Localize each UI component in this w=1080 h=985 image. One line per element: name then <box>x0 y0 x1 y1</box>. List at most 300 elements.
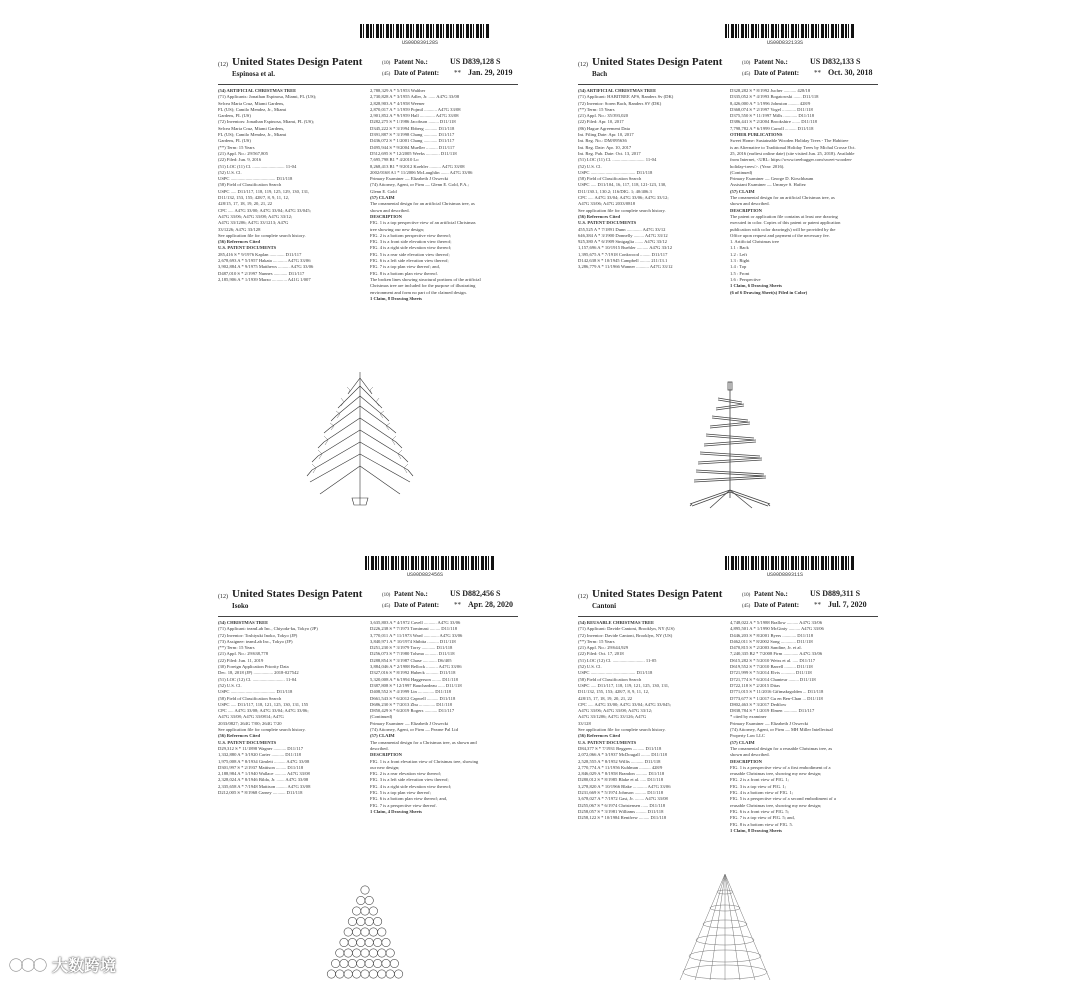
text-line: FIG. 6 is a bottom plan view thereof; and, <box>370 796 448 802</box>
text-line: D327,016 S * 8/1992 Hubeck ........... D11/118 <box>370 670 456 676</box>
barcode <box>360 24 490 38</box>
text-line: See application file for complete search history. <box>218 727 306 733</box>
ornament-ball <box>365 896 373 904</box>
text-line: (54) ARTIFICIAL CHRISTMAS TREE <box>578 88 657 93</box>
barcode-number: US00D839128S <box>402 40 439 46</box>
text-line: reusable Christmas tree, showing my new design; <box>730 802 822 808</box>
ornament-ball <box>369 907 377 915</box>
left-column <box>218 88 368 388</box>
date-star: ** <box>814 69 821 77</box>
label-12: (12) <box>218 62 228 68</box>
text-line: 3,278,820 A * 10/1966 Blake ............ A47G 33/06 <box>578 783 671 789</box>
text-line: FL (US); Camilo Mendez, Jr., Miami <box>218 132 287 138</box>
text-line: D258,057 S * 3/1981 Williams ......... D11/118 <box>578 808 664 814</box>
patent-heading: United States Design Patent <box>232 588 363 600</box>
ornament-ball <box>369 928 377 936</box>
text-line: (71) Applicant: teamLab Inc., Chiyoda-ku, Tokyo (JP) <box>218 626 318 632</box>
text-line: 5,320,008 A * 6/1994 Haggerson ........ D11/118 <box>370 676 458 682</box>
patent-number: US D832,133 S <box>810 57 861 66</box>
ornament-ball <box>373 959 381 967</box>
text-line: DESCRIPTION <box>730 207 762 213</box>
text-line: Primary Examiner — Elizabeth J Oswecki <box>370 176 449 182</box>
text-line: (51) LOC (12) Cl. ............................ 11-04 <box>218 676 297 682</box>
text-line: publication with color drawing(s) will be provided by the <box>730 226 836 232</box>
text-line: 3,770,011 A * 11/1973 Ward ............. A47G 33/06 <box>370 632 463 638</box>
text-line: FIG. 2 is a bottom perspective view thereof; <box>370 232 452 238</box>
date-star: ** <box>814 601 821 609</box>
header-rule <box>578 616 878 617</box>
text-line: (21) Appl. No.: 29/644,929 <box>578 645 629 651</box>
text-line: (74) Attorney, Agent, or Firm — Pearne Pal Ltd <box>370 727 458 733</box>
ornament-ball <box>373 938 381 946</box>
text-line: Assistant Examiner — Ummye S. Hafiez <box>730 182 806 188</box>
ornament-ball <box>382 959 390 967</box>
text-line: 2002/0168 A1 * 11/2006 McLaughlin ....... A47G 33/06 <box>370 169 473 175</box>
text-line: 1.6 : Perspective <box>730 276 761 282</box>
text-line: environment and form no part of the claimed design. <box>370 289 467 295</box>
ornament-ball <box>327 970 335 978</box>
text-line: (**) Term: 15 Years <box>218 144 255 150</box>
text-line: 3,902,884 A * 9/1975 Matthews .......... A47G 33/06 <box>218 264 314 270</box>
date-of-patent: Apr. 28, 2020 <box>468 600 514 609</box>
text-line: D212,005 S * 8/1968 Carney ........... D11/118 <box>218 790 303 796</box>
label-12: (12) <box>218 594 228 600</box>
text-line: A47G 33/06; A47G 2033/0818 <box>578 201 636 207</box>
ornament-ball <box>352 928 360 936</box>
text-line: (73) Assignee: teamLab Inc., Tokyo (JP) <box>218 638 293 644</box>
text-line: (**) Term: 15 Years <box>578 638 615 644</box>
patent-sheet-1 <box>210 20 530 520</box>
ornament-ball <box>348 959 356 967</box>
text-line: 2,185,906 A * 1/1939 Marzo ............. A41G 1/007 <box>218 276 311 282</box>
date-label: Date of Patent: <box>394 69 440 77</box>
text-line: D436,072 S * 1/2001 Chang ............ D11/117 <box>370 138 455 144</box>
text-line: FIG. 1 is a perspective view of a first embodiment of a <box>730 764 831 770</box>
text-line: tree showing our new design; <box>370 226 425 232</box>
text-line: FIG. 3 is a top view of FIG. 1; <box>730 783 786 789</box>
text-line: (**) Term: 15 Years <box>578 106 615 112</box>
text-line: (58) Field of Classification Search <box>218 695 282 701</box>
text-line: Dec. 18, 2018 (JP) ................. 2018-027542 <box>218 670 299 676</box>
text-line: FIG. 2 is a front view of FIG. 1; <box>730 777 789 783</box>
barcode <box>725 556 855 570</box>
text-line: 2,870,017 A * 1/1959 Pojmil ........... A47G 33/08 <box>370 106 461 112</box>
text-line: 2,770,774 A * 11/1956 Kuhlman .......... 428/9 <box>578 764 663 770</box>
text-line: (22) Filed: Oct. 17, 2018 <box>578 651 624 657</box>
text-line: USPC ....................................... D11/118 <box>218 689 293 695</box>
left-column <box>578 88 728 388</box>
ornament-ball <box>361 886 369 894</box>
text-line: 2,335,658 A * 7/1948 Mattison ......... A47G 33/08 <box>218 783 311 789</box>
date-label: Date of Patent: <box>394 601 440 609</box>
inventor-short: Cantoni <box>592 602 617 610</box>
label-10: (10) <box>382 593 391 598</box>
text-line: FIG. 6 is a left side elevation view thereof; <box>370 258 449 264</box>
text-line: 1,975,008 A * 8/1934 Gimlett .......... A47G 33/08 <box>218 758 310 764</box>
text-line: 1 Claim, 8 Drawing Sheets <box>730 827 782 833</box>
text-line: FIG. 7 is a perspective view thereof. <box>370 802 437 808</box>
ornament-ball <box>331 959 339 967</box>
text-line: Glenn E. Gold <box>370 188 397 194</box>
text-line: FIG. 4 is a bottom view of FIG. 1; <box>730 790 794 796</box>
text-line: Gardens, FL (US) <box>218 138 251 144</box>
text-line: holiday-trees/>. (Year: 2016). <box>730 163 785 169</box>
text-line: FIG. 5 is a perspective view of a second embodiment of a <box>730 796 836 802</box>
text-line: 2,788,329 A * 5/1953 Walther <box>370 88 426 93</box>
text-line: D288,854 S * 3/1987 Chase ............ D6/405 <box>370 657 452 663</box>
text-line: D721,774 S * 6/2014 Chanteur ......... D11/118 <box>730 676 816 682</box>
text-line: D462,011 S * 8/2002 Song ............. D11/118 <box>730 638 813 644</box>
date-of-patent: Jan. 29, 2019 <box>468 68 513 77</box>
text-line: (6 of 6 Drawing Sheet(s) Filed in Color) <box>730 289 808 295</box>
text-line: D231,669 S * 5/1974 Johnson .......... D11/118 <box>578 790 664 796</box>
ball-tree-drawing <box>320 882 410 982</box>
text-line: A47G 33/1206; A47G 33/1213; A47G <box>218 220 289 226</box>
text-line: Sweet Home: Sustainable Wooden Holiday Trees - The Habitree <box>730 138 849 144</box>
text-line: 1.5 : Front <box>730 270 750 276</box>
text-line: A47G 33/1206; A47G 33/126; A47G <box>578 714 647 720</box>
text-line: (22) Filed: Apr. 10, 2017 <box>578 119 624 125</box>
ornament-ball <box>348 938 356 946</box>
text-line: OTHER PUBLICATIONS <box>730 132 783 138</box>
text-line: 1.4 : Top <box>730 264 747 270</box>
right-column <box>370 620 520 882</box>
left-column <box>578 620 728 882</box>
text-line: (58) Field of Classification Search <box>218 182 282 188</box>
text-line: U.S. PATENT DOCUMENTS <box>578 220 637 226</box>
inventor-short: Isoko <box>232 602 249 610</box>
barcode-number: US00D889311S <box>767 572 804 578</box>
text-line: 1 Claim, 4 Drawing Sheets <box>370 808 422 814</box>
header-rule <box>218 616 518 617</box>
date-label: Date of Patent: <box>754 601 800 609</box>
ornament-ball <box>340 959 348 967</box>
text-line: 3,286,779 A * 11/1966 Wanner ........... A47G 33/12 <box>578 264 673 270</box>
text-line: (71) Applicants: Jonathan Espinosa, Miami, FL (US); <box>218 94 317 100</box>
label-10: (10) <box>742 61 751 66</box>
text-line: 2,901,852 A * 9/1959 Hall ............. A47G 33/08 <box>370 113 459 119</box>
text-line: 2,846,029 A * 8/1958 Brandon .......... D11/118 <box>578 771 665 777</box>
text-line: (56) References Cited <box>578 733 621 739</box>
header-rule <box>218 84 518 85</box>
label-12: (12) <box>578 62 588 68</box>
text-line: 3,635,803 A * 4/1972 Cavell ........... A47G 33/06 <box>370 620 461 625</box>
text-line: 2,328,024 A * 8/1946 Bilda, Jr. ....... A47G 33/08 <box>218 777 309 783</box>
patent-number: US D882,456 S <box>450 589 501 598</box>
text-line: 1.2 : Left <box>730 251 747 257</box>
text-line: The patent or application file contains at least one drawing <box>730 213 838 219</box>
text-line: Int. Filing Date: Apr. 10, 2017 <box>578 132 634 138</box>
barcode <box>365 556 495 570</box>
watermark-logo-icon <box>8 954 48 976</box>
text-line: (22) Filed: Jun. 11, 2019 <box>218 657 264 663</box>
text-line: described. <box>370 745 389 751</box>
ornament-ball <box>352 907 360 915</box>
text-line: Office upon request and payment of the necessary fee. <box>730 232 830 238</box>
text-line: Selcea Maria Cruz, Miami Gardens, <box>218 100 285 106</box>
ornament-ball <box>382 938 390 946</box>
text-line: See application file for complete search history. <box>578 727 666 733</box>
ornament-ball <box>378 928 386 936</box>
ornament-ball <box>378 949 386 957</box>
text-line: (56) References Cited <box>218 733 261 739</box>
ornament-ball <box>357 959 365 967</box>
text-line: D386,441 S * 2/2004 Brookshire ....... D11/118 <box>730 119 817 125</box>
text-line: (52) U.S. Cl. <box>218 682 242 688</box>
text-line: (74) Attorney, Agent, or Firm — MH Miller Intellectual <box>730 727 833 733</box>
text-line: D368,074 S * 2/1997 Vogel ............ D11/118 <box>730 106 813 112</box>
text-line: D255,067 S * 6/1974 Christensen ...... D11/118 <box>578 802 666 808</box>
text-line: D387,808 S * 12/1997 Bauchardeau ...... D11/118 <box>370 682 462 688</box>
text-line: (72) Inventors: Jonathan Espinosa, Miami, FL (US); <box>218 119 315 125</box>
text-line: A47G 33/08; A47G 33/0814; A47G <box>218 714 284 720</box>
patent-sheet-2 <box>570 20 890 520</box>
ornament-ball <box>369 970 377 978</box>
text-line: (72) Inventor: Davide Cantoni, Brooklyn, NY (US) <box>578 632 673 638</box>
ornament-ball <box>344 949 352 957</box>
text-line: USPC ..... D11/117, 118, 119, 125, 129, 130, 131, <box>218 188 310 194</box>
text-line: FIG. 2 is a rear elevation view thereof; <box>370 771 442 777</box>
text-line: from Internet, <URL: https://www.treehugger.com/sweet-wooden- <box>730 157 853 163</box>
text-line: A47G 33/06; A47G 33/08; A47G 33/12; <box>218 213 293 219</box>
text-line: D84,377 S * 7/1931 Beggren .......... D11/118 <box>578 745 662 751</box>
text-line: FIG. 4 is a right side elevation view thereof; <box>370 245 452 251</box>
text-line: D301,997 S * 2/1937 Mattison ......... D11/118 <box>218 764 304 770</box>
text-line: shown and described. <box>370 207 410 213</box>
text-line: 2,528,555 A * 8/1952 Willis ........... D11/118 <box>578 758 661 764</box>
text-line: USPC ....................................... D11/118 <box>578 670 653 676</box>
text-line: 285,416 S * 9/1976 Kaplan ............. D11/117 <box>218 251 302 257</box>
text-line: 428/15, 17, 18, 19, 20, 21, 22 <box>578 695 633 701</box>
text-line: (52) U.S. Cl. <box>578 664 602 670</box>
label-45: (45) <box>382 72 391 77</box>
ornament-ball <box>369 949 377 957</box>
ornament-ball <box>365 938 373 946</box>
fir-tree-drawing <box>300 370 420 510</box>
text-line: (54) REUSABLE CHRISTMAS TREE <box>578 620 655 625</box>
ornament-ball <box>357 917 365 925</box>
text-line: D721,999 S * 5/2014 Elvis ............ D11/118 <box>730 670 812 676</box>
text-line: (52) U.S. Cl. <box>578 163 602 169</box>
text-line: The ornamental design for an artificial Christmas tree, as <box>730 195 835 201</box>
text-line: (72) Inventor: Soren Bach, Randers SV (DK) <box>578 100 662 106</box>
text-line: (21) Appl. No.: 35/393,020 <box>578 113 629 119</box>
text-line: See application file for complete search history. <box>218 232 306 238</box>
text-line: executed in color. Copies of this patent or patent application <box>730 220 841 226</box>
text-line: D470,815 S * 2/2003 Sandine, Jr. et al. <box>730 645 802 651</box>
text-line: (57) CLAIM <box>370 733 395 739</box>
text-line: USPC ..... D11/104, 16, 117, 118, 121-123, 130, <box>578 182 667 188</box>
text-line: 2,188,984 A * 1/1940 Wallace .......... A47G 33/08 <box>218 771 310 777</box>
text-line: D391,887 S * 3/1998 Chang ............ D11/117 <box>370 132 455 138</box>
text-line: 25, 2016 (earliest online date) (site visited Jun. 25, 2018). Available <box>730 150 855 156</box>
text-line: U.S. PATENT DOCUMENTS <box>218 245 277 251</box>
text-line: our new design; <box>370 764 400 770</box>
date-star: ** <box>454 69 461 77</box>
text-line: D258,122 S * 10/1984 Rentfrew ......... D11/118 <box>578 815 667 821</box>
text-line: 1 Claim, 6 Drawing Sheets <box>730 283 782 289</box>
text-line: D29,312 S * 11/1898 Wagner ........... D11/117 <box>218 745 304 751</box>
text-line: 646,384 A * 3/1900 Donnelly ......... A47G 33/12 <box>578 232 668 238</box>
date-of-patent: Oct. 30, 2018 <box>828 68 873 77</box>
date-label: Date of Patent: <box>754 69 800 77</box>
text-line: 4,895,501 A * 1/1990 McGinty .......... A47G 33/06 <box>730 626 824 632</box>
text-line: U.S. PATENT DOCUMENTS <box>578 739 637 745</box>
text-line: 455,525 A * 7/1891 Dunn ............. A47G 33/12 <box>578 226 666 232</box>
ornament-ball <box>344 970 352 978</box>
text-line: Int. Reg. Pub. Date: Oct. 13, 2017 <box>578 150 641 156</box>
patent-no-label: Patent No.: <box>754 58 788 66</box>
text-line: FIG. 5 is a top plan view thereof; <box>370 790 431 796</box>
ornament-ball <box>365 959 373 967</box>
text-line: D838,784 S * 1/2019 Elmen ............ D11/117 <box>730 708 815 714</box>
ornament-ball <box>361 928 369 936</box>
text-line: shown and described. <box>730 752 770 758</box>
text-line: (57) CLAIM <box>730 188 755 194</box>
patent-sheet-3 <box>210 552 530 982</box>
ornament-ball <box>386 970 394 978</box>
text-line: (56) References Cited <box>218 239 261 245</box>
text-line: D226,238 S * 7/1973 Tomimasi ......... D11/118 <box>370 626 458 632</box>
text-line: 1,157,696 A * 10/1915 Buehler .......... A47G 33/12 <box>578 245 673 251</box>
text-line: 2033/0827; 264G 7/00; 264G 7/20 <box>218 720 282 726</box>
text-line: (51) LOC (11) Cl. ............................ 11-04 <box>578 157 657 163</box>
text-line: FIG. 7 is a top plan view thereof; and, <box>370 264 440 270</box>
text-line: D802,463 S * 3/2017 Dedilow <box>730 701 787 707</box>
text-line: 1. Artificial Christmas tree <box>730 239 779 245</box>
text-line: The ornamental design for a reusable Christmas tree, as <box>730 745 833 751</box>
text-line: (71) Applicant: Davide Cantoni, Brooklyn, NY (US) <box>578 626 675 632</box>
label-10: (10) <box>382 61 391 66</box>
patent-number: US D889,311 S <box>810 589 861 598</box>
text-line: 7,798,782 A * 6/1999 Carroll .......... D11/118 <box>730 125 814 131</box>
text-line: D619,552 S * 7/2010 Barrell .......... D11/118 <box>730 664 813 670</box>
text-line: 8,268,413 B1 * 9/2012 Koehler .......... A47G 33/08 <box>370 163 465 169</box>
text-line: 2,828,903 A * 4/1958 Weener <box>370 100 425 106</box>
text-line: (52) U.S. Cl. <box>218 169 242 175</box>
text-line: D615,282 S * 5/2010 Weiss et al. ..... D11/117 <box>730 657 816 663</box>
text-line: * cited by examiner <box>730 714 767 720</box>
text-line: 3,678,027 A * 7/1972 Gast, Jr. ........ A47G 33/08 <box>578 796 668 802</box>
text-line: D512,695 S * 12/2005 Weeks ............ D11/118 <box>370 150 457 156</box>
text-line: DESCRIPTION <box>370 752 402 758</box>
text-line: D335,052 S * 4/1993 Bogatowski ....... D11/118 <box>730 94 819 100</box>
inventor-short: Bach <box>592 70 608 78</box>
text-line: 3,884,046 A * 2/1988 Bellock .......... A47G 33/06 <box>370 664 462 670</box>
text-line: D256,073 S * 7/1980 Tolsma ........... D11/118 <box>370 651 455 657</box>
text-line: FIG. 3 is a left side elevation view thereof; <box>370 777 449 783</box>
text-line: (21) Appl. No.: 29/638,778 <box>218 651 269 657</box>
text-line: D345,222 S * 3/1994 Ebberg ........... D11/118 <box>370 125 455 131</box>
text-line: The broken lines showing structural portions of the artificial <box>370 276 481 282</box>
ornament-ball <box>361 970 369 978</box>
text-line: (58) Field of Classification Search <box>578 176 642 182</box>
text-line: Int. Reg. Date: Apr. 10, 2017 <box>578 144 632 150</box>
text-line: FIG. 6 is a front view of FIG. 5; <box>730 808 789 814</box>
ornament-ball <box>373 917 381 925</box>
text-line: (22) Filed: Jun. 9, 2016 <box>218 157 262 163</box>
ornament-ball <box>348 917 356 925</box>
text-line: D142,638 S * 10/1945 Campbell ......... 211/13.1 <box>578 258 668 264</box>
text-line: 925,380 A * 6/1909 Sinigaglia ....... A47G 33/12 <box>578 239 667 245</box>
left-column <box>218 620 368 882</box>
ornament-ball <box>352 970 360 978</box>
patent-heading: United States Design Patent <box>592 588 723 600</box>
text-line: D773,677 S * 1/2017 Gu en Ben-Chan ... D11/118 <box>730 695 823 701</box>
text-line: CPC ..... A47G 33/08; A47G 33/04; A47G 33/06; <box>218 708 309 714</box>
label-10: (10) <box>742 593 751 598</box>
text-line: (54) CHRISTMAS TREE <box>218 620 269 625</box>
text-line: (58) Field of Classification Search <box>578 676 642 682</box>
ornament-ball <box>344 928 352 936</box>
text-line: (71) Applicant: HABITREE APS, Randers Sv (DK) <box>578 94 674 100</box>
text-line: (74) Attorney, Agent, or Firm — Glenn E. Gold, P.A.; <box>370 182 469 188</box>
wooden-tree-drawing <box>680 380 780 510</box>
text-line: D282,275 S * 1/1986 Jacobson ......... D11/118 <box>370 119 456 125</box>
text-line: (57) CLAIM <box>370 195 395 201</box>
header-rule <box>578 84 878 85</box>
text-line: The ornamental design for a Christmas tree, as shown and <box>370 739 477 745</box>
ornament-ball <box>352 949 360 957</box>
text-line: 1.3 : Right <box>730 258 750 264</box>
text-line: D661,543 S * 6/2012 Capwell .......... D11/118 <box>370 695 456 701</box>
text-line: (21) Appl. No.: 29/567,805 <box>218 150 269 156</box>
text-line: USPC ....................................... D11/118 <box>578 169 653 175</box>
ornament-ball <box>357 938 365 946</box>
text-line: 1,395,675 A * 7/1918 Conkwood ......... D11/117 <box>578 251 668 257</box>
text-line: (**) Term: 15 Years <box>218 645 255 651</box>
text-line: D328,282 S * 8/1992 Jucher ........... 428/18 <box>730 88 811 93</box>
text-line: D722,118 S * 2/2015 Ditas <box>730 682 780 688</box>
text-line: (57) CLAIM <box>730 739 755 745</box>
ornament-ball <box>340 938 348 946</box>
wire-cone-tree-drawing <box>670 872 780 982</box>
text-line: CPC ..... A47G 33/04; A47G 33/06; A47G 33/12; <box>578 195 669 201</box>
text-line: 8,426,000 A * 1/1996 Johnston ......... 428/9 <box>730 100 811 106</box>
patent-heading: United States Design Patent <box>592 56 723 68</box>
right-column <box>370 88 520 388</box>
text-line: 2,730,828 A * 3/1955 Adler, Jr. ...... A47G 33/08 <box>370 94 460 100</box>
text-line: 7,240,335 B2 * 7/2008 Firm ............. A47G 33/06 <box>730 651 823 657</box>
text-line: (51) LOC (12) Cl. ............................ 11-05 <box>578 657 657 663</box>
text-line: Primary Examiner — George D. Kirschbaum <box>730 176 814 182</box>
text-line: D446,203 S * 8/2001 Byers ............ D11/118 <box>730 632 813 638</box>
text-line: DESCRIPTION <box>730 758 762 764</box>
patent-heading: United States Design Patent <box>232 56 363 68</box>
text-line: D280,012 S * 8/1985 Blake et al. ..... D11/118 <box>578 777 664 783</box>
text-line: FIG. 8 is a bottom plan view thereof. <box>370 270 439 276</box>
ornament-ball <box>365 917 373 925</box>
text-line: D375,550 S * 11/1997 Mills ............ D11/118 <box>730 113 815 119</box>
ornament-ball <box>361 949 369 957</box>
text-line: (72) Inventor: Toshiyuki Inoko, Tokyo (JP) <box>218 632 298 638</box>
label-45: (45) <box>742 72 751 77</box>
text-line: 4,748,022 A * 5/1988 Brallow .......... A47G 33/06 <box>730 620 823 625</box>
text-line: is an Alternative to Traditional Holiday Trees by Michal Crosse Oct. <box>730 144 856 150</box>
patent-no-label: Patent No.: <box>754 590 788 598</box>
text-line: (51) LOC (11) Cl. ............................ 11-04 <box>218 163 297 169</box>
text-line: FIG. 1 is a top perspective view of an artificial Christmas <box>370 220 476 226</box>
text-line: D495,944 S * 9/2004 Mueller .......... D11/117 <box>370 144 455 150</box>
text-line: D408,552 S * 4/1999 Lin .............. D11/118 <box>370 689 451 695</box>
text-line: Primary Examiner — Elizabeth J Oswecki <box>370 720 449 726</box>
text-line: FIG. 4 is a right side elevation view thereof; <box>370 783 452 789</box>
text-line: D251,230 S * 3/1979 Torry ............ D11/118 <box>370 645 453 651</box>
patent-no-label: Patent No.: <box>394 590 428 598</box>
ornament-ball <box>336 949 344 957</box>
text-line: 1 Claim, 8 Drawing Sheets <box>370 295 422 301</box>
label-45: (45) <box>382 604 391 609</box>
